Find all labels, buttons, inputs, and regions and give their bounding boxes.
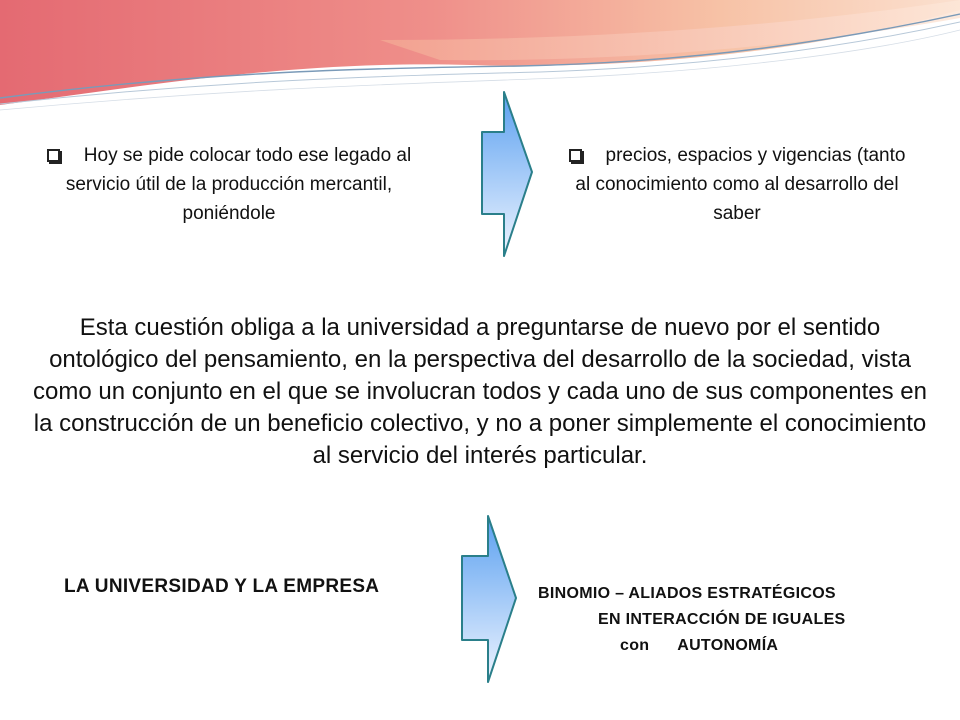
bottom-right-line-2: EN INTERACCIÓN DE IGUALES — [598, 611, 846, 628]
top-left-text-block — [46, 141, 412, 228]
bottom-left-label: LA UNIVERSIDAD Y LA EMPRESA — [64, 576, 380, 597]
top-right-text: precios, espacios y vigencias (tanto al conocimiento como al desarrollo del saber — [575, 145, 906, 224]
bottom-right-line-3: con AUTONOMÍA — [620, 637, 779, 654]
chevron-arrow-right-icon — [458, 514, 520, 686]
main-paragraph: Esta cuestión obliga a la universidad a preguntarse de nuevo por el sentido ontológico del pensamiento, en la perspectiva del desarrollo de la sociedad, vista como un conjunto en el que se involucran todos y cada uno de sus componentes en la construcción de un beneficio colectivo, y no a poner simplemente el conocimiento al servicio del interés particular. — [33, 314, 927, 469]
checkbox-square-icon — [47, 149, 60, 162]
top-left-text: Hoy se pide colocar todo ese legado al servicio útil de la producción mercantil, poniéndole — [65, 145, 412, 224]
top-right-text-block — [564, 141, 910, 228]
chevron-arrow-right-icon — [476, 90, 536, 260]
bottom-right-line-1: BINOMIO – ALIADOS ESTRATÉGICOS — [538, 585, 836, 602]
checkbox-square-icon — [569, 149, 582, 162]
